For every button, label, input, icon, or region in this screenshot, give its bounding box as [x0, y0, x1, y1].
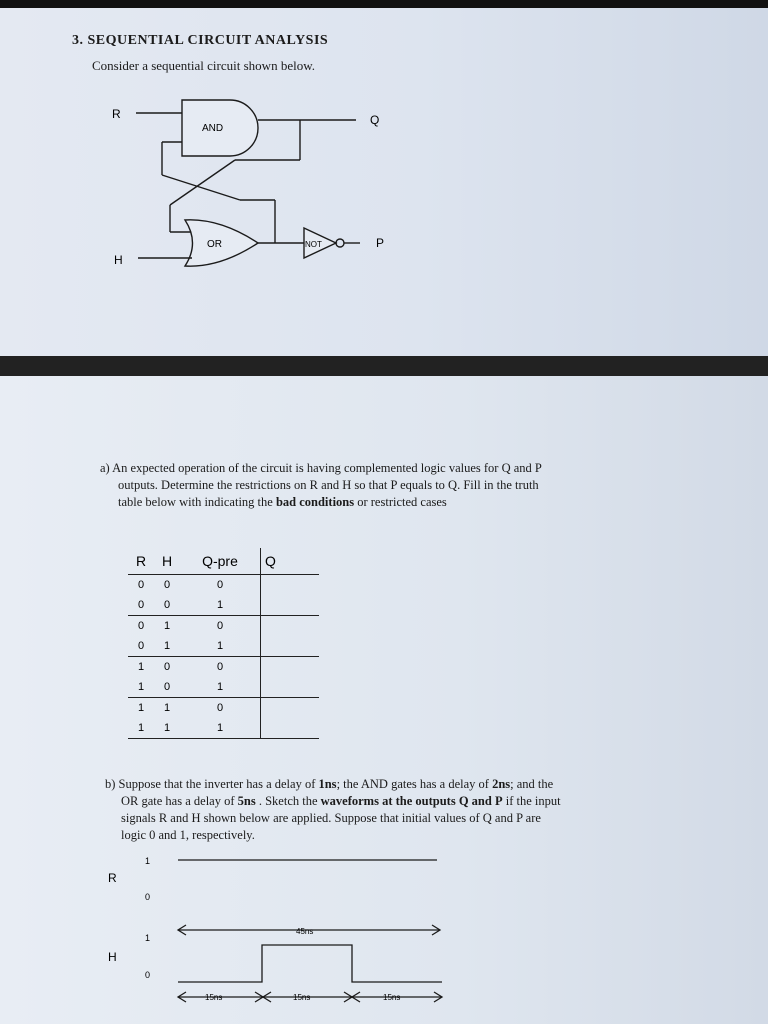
q-cell[interactable] [261, 677, 320, 698]
table-row: 0 0 1 [128, 595, 319, 616]
span-45ns-label: 45ns [296, 927, 314, 936]
label-p: P [376, 236, 385, 250]
table-row: 1 0 1 [128, 677, 319, 698]
truth-table-header [128, 548, 319, 575]
not-label: NOT [305, 240, 322, 249]
h-high-label: 1 [145, 933, 151, 943]
problem-heading: 3. SEQUENTIAL CIRCUIT ANALYSIS [72, 33, 329, 48]
table-row: 1 1 1 [128, 718, 319, 739]
seg3-label: 15ns [383, 993, 401, 1002]
table-row: 1 1 0 [128, 698, 319, 719]
table-row: 1 0 0 [128, 657, 319, 678]
q-cell[interactable] [261, 657, 320, 678]
seg1-label: 15ns [205, 993, 223, 1002]
r-low-label: 0 [145, 892, 151, 902]
q-cell[interactable] [261, 718, 320, 739]
h-waveform [178, 945, 442, 982]
h-low-label: 0 [145, 970, 151, 980]
label-r: R [112, 107, 121, 121]
problem-intro: Consider a sequential circuit shown below. [92, 58, 315, 73]
q-cell[interactable] [261, 575, 320, 596]
table-row: 0 1 1 [128, 636, 319, 657]
part-b-text: b) Suppose that the inverter has a delay of 1ns; the AND gates has a delay of 2ns; and the OR gate has a delay of 5ns . Sketch the waveforms at the outputs Q and P if the input signals R and H shown below are applied. Suppose that initial values of Q and P are logic 0 and 1, respectively. [105, 777, 561, 842]
and-label: AND [202, 123, 224, 134]
seg2-label: 15ns [293, 993, 311, 1002]
h-label: H [108, 950, 117, 964]
header-h: H [154, 548, 180, 575]
table-row: 0 1 0 [128, 616, 319, 637]
q-cell[interactable] [261, 616, 320, 637]
table-row: 0 0 0 [128, 575, 319, 596]
truth-table [128, 548, 319, 739]
header-q-pre: Q-pre [180, 548, 261, 575]
header-r: R [128, 548, 154, 575]
header-q: Q [261, 548, 320, 575]
q-cell[interactable] [261, 595, 320, 616]
label-h: H [114, 253, 123, 267]
or-label: OR [207, 239, 222, 250]
r-label: R [108, 871, 117, 885]
label-q: Q [370, 113, 380, 127]
r-high-label: 1 [145, 856, 151, 866]
q-cell[interactable] [261, 698, 320, 719]
part-a-text: a) An expected operation of the circuit is having complemented logic values for Q and P outputs. Determine the restrictions on R and H so that P equals to Q. Fill in the truth table below with indicating the bad conditions or restricted cases [100, 461, 542, 509]
q-cell[interactable] [261, 636, 320, 657]
